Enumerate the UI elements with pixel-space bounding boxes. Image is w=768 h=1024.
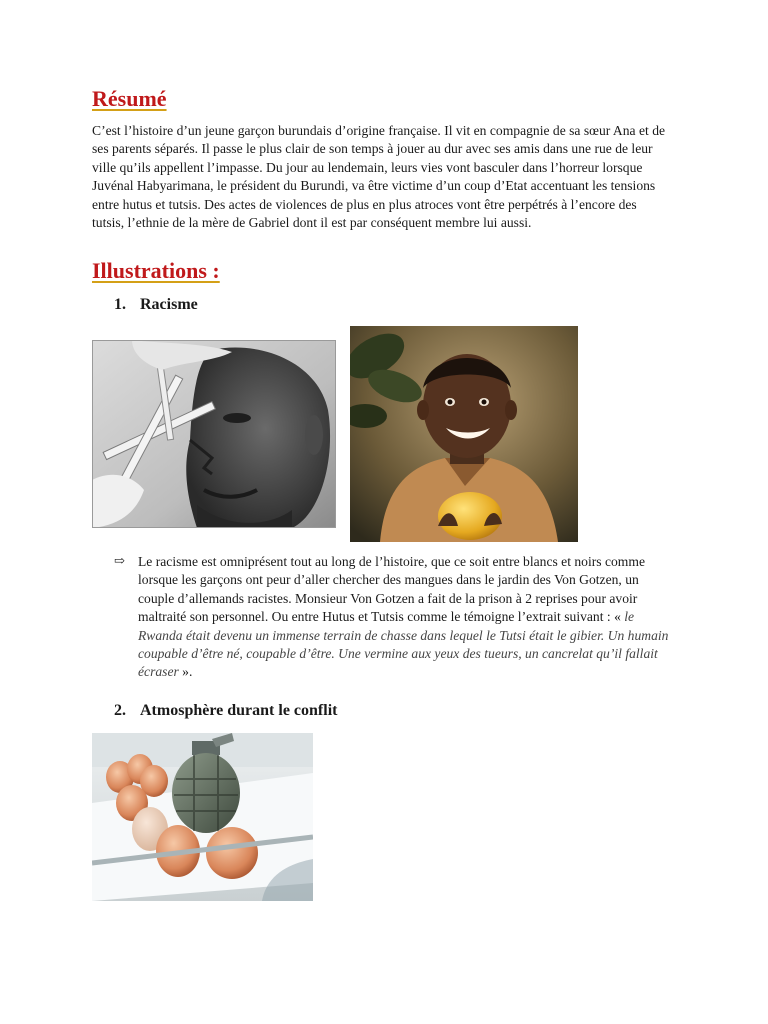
caliper-measurement-photo — [92, 340, 336, 528]
racisme-text: Le racisme est omniprésent tout au long de l’histoire, que ce soit entre blancs et noirs comme lorsque les garçons ont peur d’aller chercher des mangues dans le jardin des Von Gotzen, un couple d’allemands racistes. Monsieur Von Gotzen a fait de la prison à 2 reprises pour avoir maltraité son personnel. Ou entre Hutus et Tutsis comme le témoigne l’extrait suivant : « — [138, 554, 645, 625]
racisme-paragraph — [138, 553, 674, 682]
section-number: 1. — [114, 296, 126, 313]
arrow-bullet-icon: ⇨ — [114, 553, 125, 568]
section-number: 2. — [114, 702, 126, 719]
illustrations-heading: Illustrations : — [92, 258, 220, 283]
boy-with-mango-photo — [350, 326, 578, 542]
section-title: Atmosphère durant le conflit — [140, 702, 338, 719]
section-racisme-title — [114, 296, 198, 314]
racisme-quote-end: ». — [178, 664, 193, 680]
section-title: Racisme — [140, 296, 198, 313]
resume-heading: Résumé — [92, 86, 167, 111]
grenade-among-eggs-photo — [92, 733, 313, 901]
section-atmosphere-title — [114, 702, 337, 720]
resume-paragraph: C’est l’histoire d’un jeune garçon burundais d’origine française. Il vit en compagnie de sa sœur Ana et de ses parents séparés. Il passe le plus clair de son temps à jouer au dur avec ses amis dans une rue de leur ville qu’ils appellent l’impasse. Du jour au lendemain, leurs vies vont basculer dans l’horreur lorsque Juvénal Habyarimana, le président du Burundi, va être victime d’un coup d’Etat accentuant les tensions entre hutus et tutsis. Des actes de violences de plus en plus atroces vont être perpétrés à l’encore des tutsis, l’ethnie de la mère de Gabriel dont il est par conséquent membre lui aussi. — [92, 123, 666, 231]
racisme-quote: le Rwanda était devenu un immense terrain de chasse dans lequel le Tutsi était le gibier. Un humain coupable d’être né, coupable d’être. Une vermine aux yeux des tueurs, un cancrelat qu’il fallait écraser — [138, 609, 669, 680]
racisme-bullet — [114, 553, 674, 682]
